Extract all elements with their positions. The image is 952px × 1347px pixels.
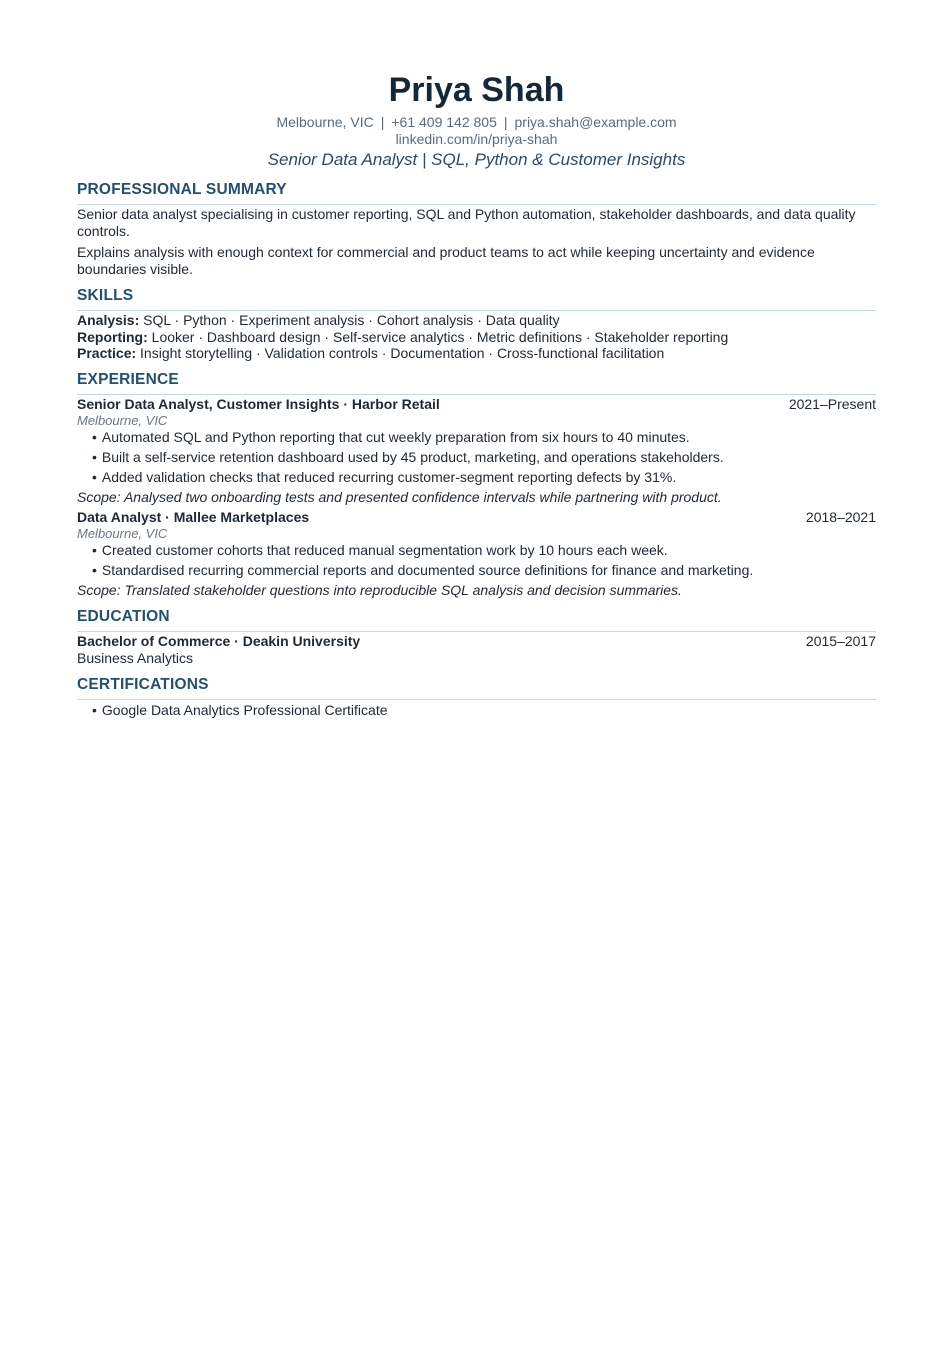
job-bullet: • Built a self-service retention dashboard used by 45 product, marketing, and operations stakeholders.	[92, 449, 876, 466]
phone-text: +61 409 142 805	[391, 114, 497, 130]
section-heading-experience: EXPERIENCE	[77, 371, 876, 395]
job-bullet: • Created customer cohorts that reduced manual segmentation work by 10 hours each week.	[92, 542, 876, 559]
skill-label: Analysis:	[77, 312, 140, 328]
skill-row	[77, 345, 876, 362]
skill-items: Insight storytelling · Validation controls · Documentation · Cross-functional facilitation	[140, 345, 665, 362]
skill-items: Looker · Dashboard design · Self-service analytics · Metric definitions · Stakeholder reporting	[151, 328, 729, 345]
certification-item: • Google Data Analytics Professional Certificate	[92, 702, 876, 719]
education-header	[77, 633, 876, 650]
contact-line	[77, 114, 876, 131]
job-location: Melbourne, VIC	[77, 413, 168, 429]
education-field: Business Analytics	[77, 650, 193, 667]
section-heading-summary: PROFESSIONAL SUMMARY	[77, 181, 876, 205]
skill-items: SQL · Python · Experiment analysis · Cohort analysis · Data quality	[143, 312, 560, 328]
skills-body	[77, 312, 876, 362]
summary-body	[77, 206, 876, 278]
section-heading-education: EDUCATION	[77, 608, 876, 632]
section-heading-skills: SKILLS	[77, 287, 876, 311]
job-header	[77, 396, 876, 413]
job-bullets	[77, 542, 876, 579]
summary-paragraph: Senior data analyst specialising in customer reporting, SQL and Python automation, stakeholder dashboards, and data quality controls.	[77, 206, 856, 239]
education-entry	[77, 633, 876, 667]
contact-separator: |	[380, 114, 385, 130]
job-location: Melbourne, VIC	[77, 526, 168, 542]
degree-title: Bachelor of Commerce · Deakin University	[77, 633, 361, 650]
job-bullets	[77, 429, 876, 486]
section-heading-certifications: CERTIFICATIONS	[77, 676, 876, 700]
contact-separator: |	[503, 114, 508, 130]
job-bullet: • Standardised recurring commercial reports and documented source definitions for finance and marketing.	[92, 562, 876, 579]
candidate-name: Priya Shah	[388, 71, 565, 109]
job-entry	[77, 509, 876, 599]
certification-list	[77, 702, 876, 719]
job-title: Senior Data Analyst, Customer Insights · Harbor Retail	[77, 396, 440, 413]
education-dates: 2015–2017	[805, 633, 876, 650]
job-title: Data Analyst · Mallee Marketplaces	[77, 509, 310, 526]
headline: Senior Data Analyst | SQL, Python & Customer Insights	[267, 150, 686, 169]
job-scope: Scope: Translated stakeholder questions into reproducible SQL analysis and decision summaries.	[77, 582, 682, 599]
skill-row	[77, 312, 876, 329]
linkedin-line	[77, 131, 876, 148]
job-dates: 2018–2021	[805, 509, 876, 526]
job-dates: 2021–Present	[788, 396, 876, 413]
job-entry	[77, 396, 876, 506]
linkedin-link[interactable]: linkedin.com/in/priya-shah	[395, 131, 558, 147]
skill-row	[77, 329, 876, 346]
location-text: Melbourne, VIC	[276, 114, 374, 130]
job-bullet: • Automated SQL and Python reporting that cut weekly preparation from six hours to 40 minutes.	[92, 429, 876, 446]
skill-label: Practice:	[77, 345, 137, 362]
summary-paragraph: Explains analysis with enough context for commercial and product teams to act while keeping uncertainty and evidence boundaries visible.	[77, 244, 815, 277]
job-bullet: • Added validation checks that reduced recurring customer-segment reporting defects by 31%.	[92, 469, 876, 486]
email-link[interactable]: priya.shah@example.com	[514, 114, 677, 130]
job-scope: Scope: Analysed two onboarding tests and presented confidence intervals while partnering with product.	[77, 489, 722, 506]
job-header	[77, 509, 876, 526]
skill-label: Reporting:	[77, 328, 148, 345]
